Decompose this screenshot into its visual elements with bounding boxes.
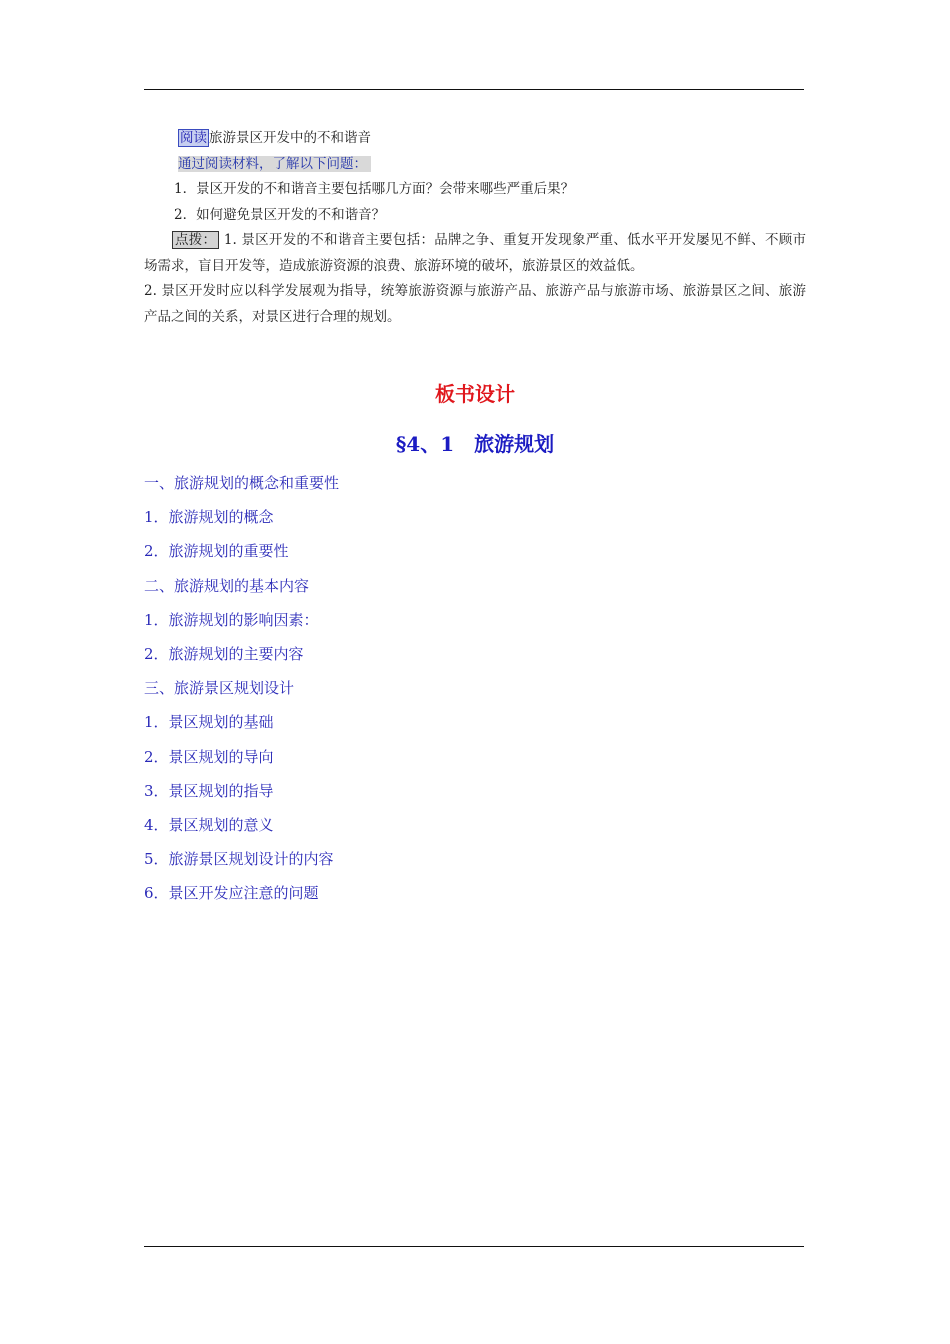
outline-item: 6．景区开发应注意的问题 <box>144 884 319 903</box>
header-rule <box>144 89 804 90</box>
reading-prompt: 通过阅读材料，了解以下问题： <box>178 156 371 172</box>
hint-answer-1-text: 1. 景区开发的不和谐音主要包括：品牌之争、重复开发现象严重、低水平开发屡见不鲜、不顾市场需求，盲目开发等，造成旅游资源的浪费、旅游环境的破坏，旅游景区的效益低。 <box>144 232 807 274</box>
outline-item: 一、旅游规划的概念和重要性 <box>144 474 340 492</box>
hint-answer-1 <box>144 228 806 279</box>
section-title: §4、1 旅游规划 <box>395 432 555 456</box>
outline-item: 1．旅游规划的概念 <box>144 508 274 527</box>
board-title: 板书设计 <box>435 382 515 406</box>
hint-answer-2: 2. 景区开发时应以科学发展观为指导，统筹旅游资源与旅游产品、旅游产品与旅游市场、旅游景区之间、旅游产品之间的关系，对景区进行合理的规划。 <box>144 283 806 325</box>
outline-item: 4．景区规划的意义 <box>144 816 274 835</box>
hint-tag: 点拨： <box>172 231 219 249</box>
board-outline <box>144 466 804 911</box>
question-2: 2．如何避免景区开发的不和谐音？ <box>174 206 386 223</box>
outline-item: 2．景区规划的导向 <box>144 747 274 766</box>
outline-item: 1．旅游规划的影响因素： <box>144 610 319 629</box>
reading-prompt-line <box>144 152 806 178</box>
outline-item: 5．旅游景区规划设计的内容 <box>144 850 334 869</box>
outline-item: 二、旅游规划的基本内容 <box>144 576 310 595</box>
question-1: 1．景区开发的不和谐音主要包括哪几方面？会带来哪些严重后果？ <box>174 181 575 197</box>
reading-heading <box>144 126 806 152</box>
outline-item: 2．旅游规划的主要内容 <box>144 645 304 664</box>
reading-title: 旅游景区开发中的不和谐音 <box>209 130 371 146</box>
outline-item: 1．景区规划的基础 <box>144 713 274 732</box>
reading-section <box>144 126 806 330</box>
reading-tag: 阅读 <box>180 130 207 146</box>
outline-item: 2．旅游规划的重要性 <box>144 542 289 561</box>
outline-item: 三、旅游景区规划设计 <box>144 679 295 698</box>
footer-rule <box>144 1246 804 1247</box>
outline-item: 3．景区规划的指导 <box>144 781 274 800</box>
